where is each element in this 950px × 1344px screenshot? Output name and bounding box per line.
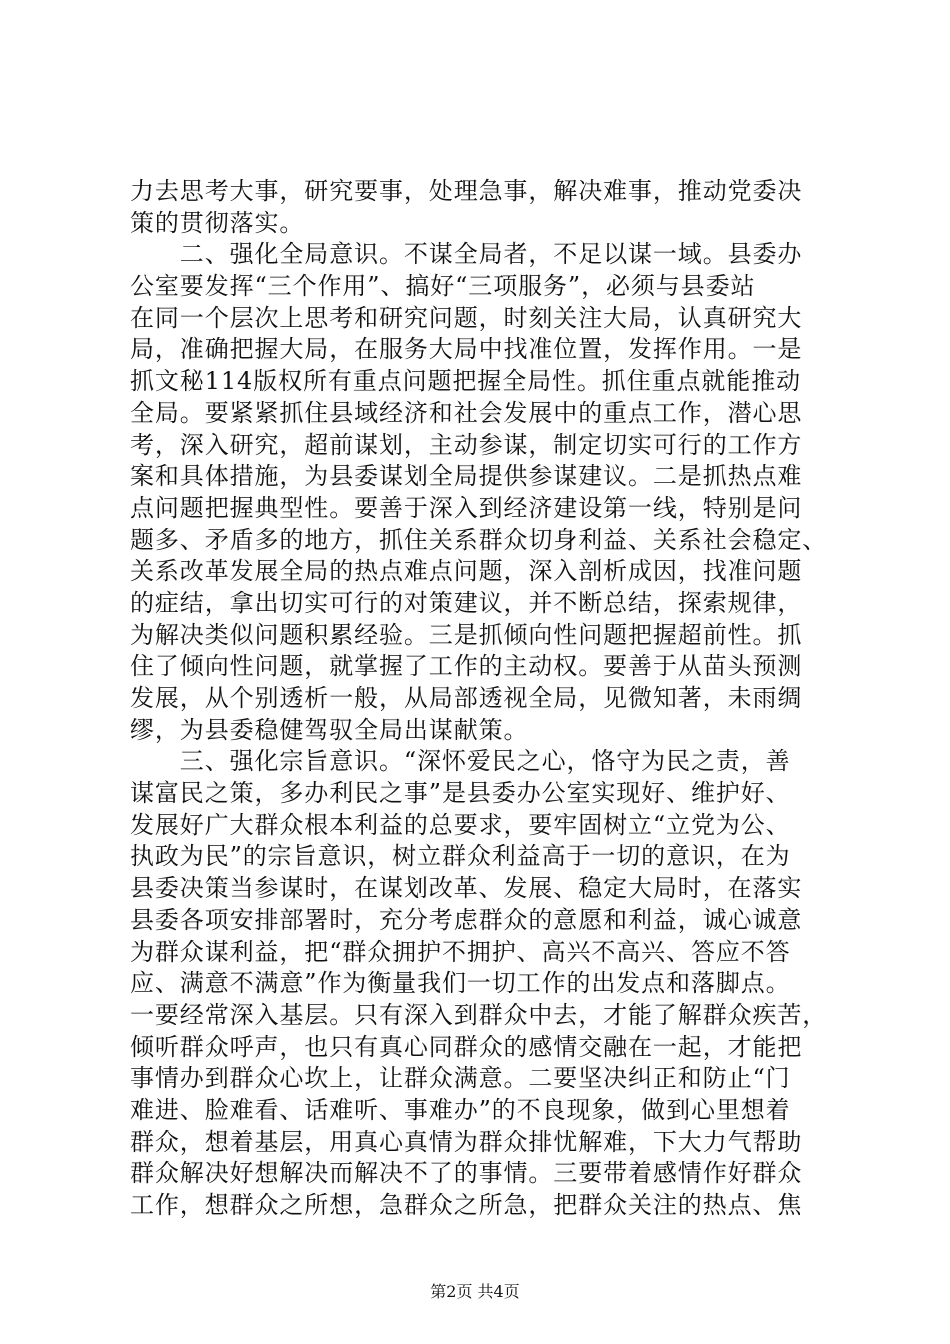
text-line: 县委各项安排部署时，充分考虑群众的意愿和利益，诚心诚意 [130, 905, 803, 934]
text-line: 题多、矛盾多的地方，抓住关系群众切身利益、关系社会稳定、 [130, 525, 828, 554]
text-line: 工作，想群众之所想，急群众之所急，把群众关注的热点、焦 [130, 1191, 803, 1219]
text-line: 难进、脸难看、话难听、事难办”的不良现象，做到心里想着 [130, 1095, 791, 1124]
text-line: 倾听群众呼声，也只有真心同群众的感情交融在一起，才能把 [130, 1032, 803, 1061]
text-line: 策的贯彻落实。 [130, 208, 305, 237]
text-line: 谋富民之策，多办利民之事”是县委办公室实现好、维护好、 [130, 779, 791, 808]
text-line: 的症结，拿出切实可行的对策建议，并不断总结，探索规律， [130, 588, 803, 617]
text-line: 公室要发挥“三个作用”、搞好“三项服务”，必须与县委站 [130, 272, 756, 301]
text-line: 抓文秘114版权所有重点问题把握全局性。抓住重点就能推动 [130, 367, 802, 396]
text-line: 事情办到群众心坎上，让群众满意。二要坚决纠正和防止“门 [130, 1064, 791, 1093]
page-footer: 第2页 共4页 [430, 1282, 520, 1301]
text-line: 在同一个层次上思考和研究问题，时刻关注大局，认真研究大 [130, 303, 803, 332]
text-line: 三、强化宗旨意识。“深怀爱民之心，恪守为民之责，善 [130, 747, 791, 776]
text-line: 考，深入研究，超前谋划，主动参谋，制定切实可行的工作方 [130, 430, 803, 459]
text-line: 力去思考大事，研究要事，处理急事，解决难事，推动党委决 [130, 177, 803, 205]
text-line: 全局。要紧紧抓住县域经济和社会发展中的重点工作，潜心思 [130, 398, 803, 427]
text-line: 一要经常深入基层。只有深入到群众中去，才能了解群众疾苦， [130, 1000, 828, 1029]
text-line: 群众解决好想解决而解决不了的事情。三要带着感情作好群众 [130, 1159, 803, 1188]
body-text [130, 176, 830, 1222]
text-line: 县委决策当参谋时，在谋划改革、发展、稳定大局时，在落实 [130, 874, 803, 903]
text-line: 发展好广大群众根本利益的总要求，要牢固树立“立党为公、 [130, 810, 791, 839]
text-line: 二、强化全局意识。不谋全局者，不足以谋一域。县委办 [130, 240, 803, 269]
text-line: 应、满意不满意”作为衡量我们一切工作的出发点和落脚点。 [130, 969, 791, 998]
text-line: 群众，想着基层，用真心真情为群众排忧解难，下大力气帮助 [130, 1127, 803, 1156]
text-line: 点问题把握典型性。要善于深入到经济建设第一线，特别是问 [130, 493, 803, 522]
text-line: 发展，从个别透析一般，从局部透视全局，见微知著，未雨绸 [130, 684, 803, 712]
text-line: 局，准确把握大局，在服务大局中找准位置，发挥作用。一是 [130, 335, 803, 364]
text-line: 执政为民”的宗旨意识，树立群众利益高于一切的意识，在为 [130, 842, 791, 871]
text-line: 为群众谋利益，把“群众拥护不拥护、高兴不高兴、答应不答 [130, 937, 791, 966]
text-line: 关系改革发展全局的热点难点问题，深入剖析成因，找准问题 [130, 557, 803, 586]
text-line: 案和具体措施，为县委谋划全局提供参谋建议。二是抓热点难 [130, 462, 803, 491]
text-line: 为解决类似问题积累经验。三是抓倾向性问题把握超前性。抓 [130, 620, 803, 649]
text-line: 缪，为县委稳健驾驭全局出谋献策。 [130, 715, 529, 744]
text-line: 住了倾向性问题，就掌握了工作的主动权。要善于从苗头预测 [130, 652, 803, 681]
